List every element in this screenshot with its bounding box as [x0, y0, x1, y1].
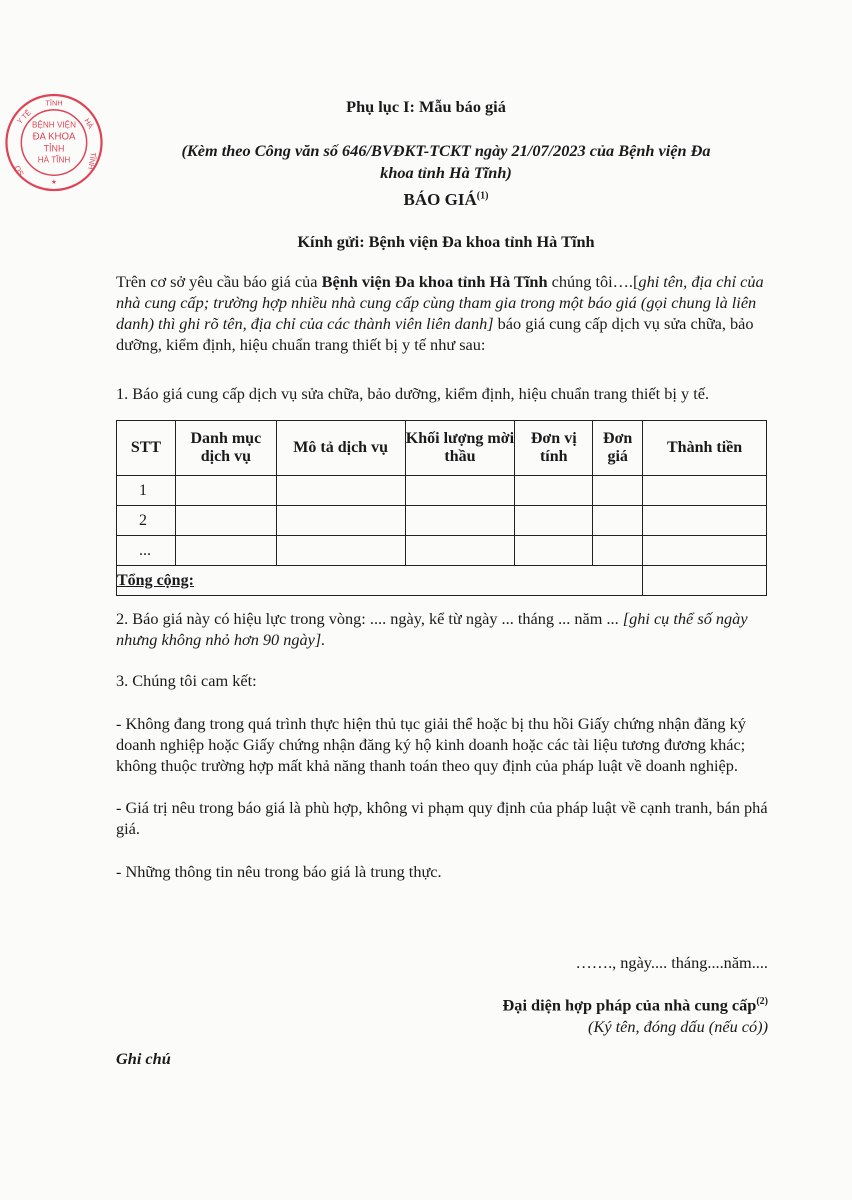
header-quantity: Khối lượng mời thầu — [405, 421, 515, 476]
svg-text:TĨNH: TĨNH — [86, 151, 99, 171]
intro-paragraph — [116, 271, 768, 355]
header-stt: STT — [117, 421, 176, 476]
header-unit-price: Đơn giá — [593, 421, 643, 476]
svg-text:TỈNH: TỈNH — [43, 143, 65, 154]
svg-text:TỈNH: TỈNH — [45, 98, 63, 108]
subtitle-line-2: khoa tỉnh Hà Tĩnh) — [380, 163, 512, 182]
commitment-1: - Không đang trong quá trình thực hiện thủ tục giải thể hoặc bị thu hồi Giấy chứng nhận đăng ký doanh nghiệp hoặc Giấy chứng nhận đăng ký hộ kinh doanh hoặc các tài liệu tương đương khác; không thuộc trường hợp mất khả năng thanh toán theo quy định của pháp luật về doanh nghiệp. — [116, 714, 746, 775]
row-stt: ... — [117, 536, 176, 566]
addressee: Kính gửi: Bệnh viện Đa khoa tỉnh Hà Tĩnh — [297, 232, 595, 251]
signature-subtitle: (Ký tên, đóng dấu (nếu có)) — [588, 1017, 768, 1037]
svg-text:HÀ: HÀ — [82, 116, 96, 131]
date-line: ……., ngày.... tháng....năm.... — [575, 953, 768, 972]
total-label: Tổng cộng: — [117, 566, 643, 596]
subtitle — [112, 140, 780, 184]
svg-text:HÀ TĨNH: HÀ TĨNH — [37, 155, 71, 165]
signature-title — [116, 991, 768, 1015]
section-3-title: 3. Chúng tôi cam kết: — [116, 671, 257, 690]
intro-text-2: chúng tôi….[ — [547, 272, 639, 291]
section-2 — [116, 608, 768, 650]
intro-text: Trên cơ sở yêu cầu báo giá của — [116, 272, 322, 291]
svg-text:ĐA KHOA: ĐA KHOA — [32, 131, 76, 143]
subtitle-line-1: (Kèm theo Công văn số 646/BVĐKT-TCKT ngày 21/07/2023 của Bệnh viện Đa — [181, 141, 711, 160]
header-amount: Thành tiền — [643, 421, 767, 476]
commitment-2: - Giá trị nêu trong báo giá là phù hợp, không vi phạm quy định của pháp luật về cạnh tranh, bán phá giá. — [116, 798, 768, 838]
appendix-title: Phụ lục I: Mẫu báo giá — [346, 97, 506, 116]
header-service-list: Danh mục dịch vụ — [175, 421, 276, 476]
validity-instruction: [ghi cụ thể số ngày nhưng không nhỏ hơn 90 ngày]. — [116, 609, 748, 649]
row-stt: 2 — [117, 506, 176, 536]
intro-end: báo giá cung cấp dịch vụ sửa chữa, bảo dưỡng, kiểm định, hiệu chuẩn trang thiết bị y tế như sau: — [116, 314, 754, 354]
table-header-row — [117, 421, 767, 476]
table-total-row — [117, 566, 767, 596]
intro-instruction: ghi tên, địa chỉ của nhà cung cấp; trường hợp nhiều nhà cung cấp cùng tham gia trong một báo giá (gọi chung là liên danh) thì ghi rõ tên, địa chỉ của các thành viên liên danh] — [116, 272, 764, 333]
svg-text:BỆNH VIỆN: BỆNH VIỆN — [32, 120, 76, 130]
svg-text:Y TẾ: Y TẾ — [15, 108, 33, 126]
intro-hospital: Bệnh viện Đa khoa tỉnh Hà Tĩnh — [321, 272, 548, 291]
commitment-3: - Những thông tin nêu trong báo giá là trung thực. — [116, 862, 442, 881]
document-title — [20, 190, 852, 210]
row-stt: 1 — [117, 476, 176, 506]
svg-text:SỞ: SỞ — [12, 163, 26, 178]
table-row — [117, 506, 767, 536]
quote-table — [116, 420, 767, 596]
title-text: BÁO GIÁ — [403, 190, 477, 209]
table-row — [117, 476, 767, 506]
notes-label: Ghi chú — [116, 1049, 171, 1069]
footnote-ref: (2) — [756, 996, 768, 1007]
validity-text: 2. Báo giá này có hiệu lực trong vòng: .... ngày, kể từ ngày ... tháng ... năm ... — [116, 609, 623, 628]
header-unit: Đơn vị tính — [515, 421, 593, 476]
total-value — [643, 566, 767, 596]
section-1: 1. Báo giá cung cấp dịch vụ sửa chữa, bảo dưỡng, kiểm định, hiệu chuẩn trang thiết bị y tế. — [116, 384, 710, 403]
header-description: Mô tả dịch vụ — [276, 421, 405, 476]
signature-title-text: Đại diện hợp pháp của nhà cung cấp — [502, 995, 757, 1015]
footnote-ref: (1) — [476, 190, 489, 202]
svg-text:★: ★ — [51, 179, 57, 187]
document-body — [116, 271, 768, 1069]
table-row — [117, 536, 767, 566]
